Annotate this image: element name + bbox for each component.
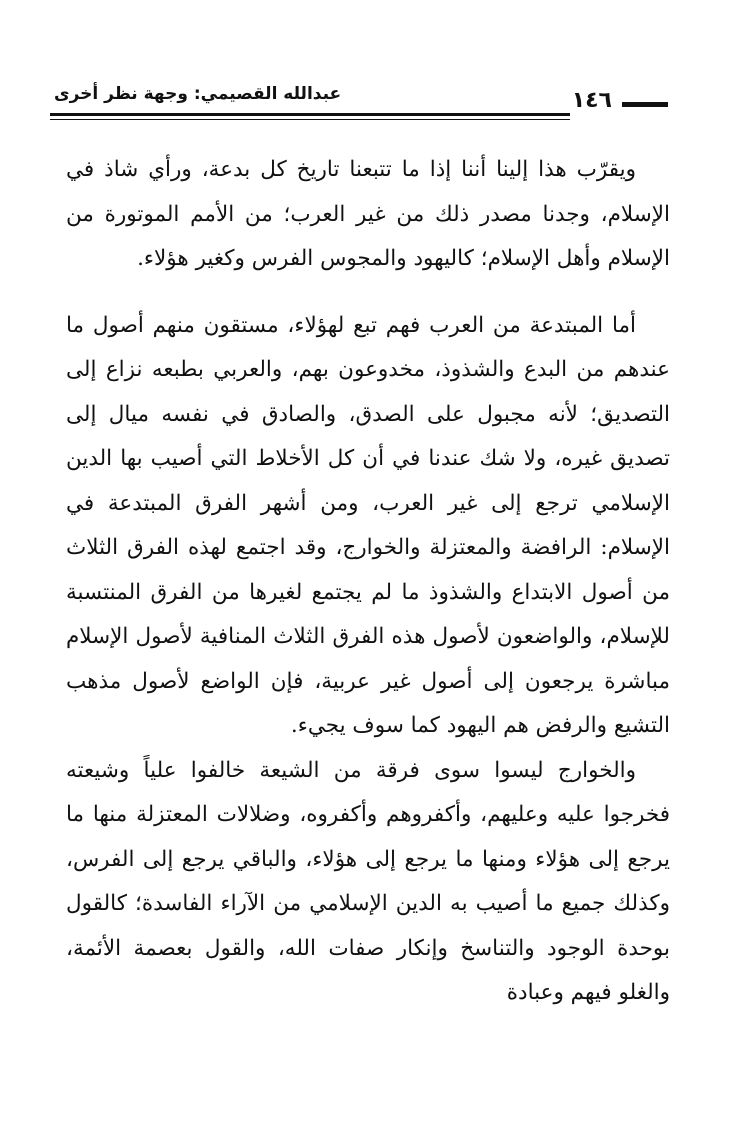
page-number: ١٤٦ <box>571 88 612 113</box>
body-text <box>66 148 670 1016</box>
paragraph: ويقرّب هذا إلينا أننا إذا ما تتبعنا تاريخ كل بدعة، ورأي شاذ في الإسلام، وجدنا مصدر ذلك من غير العرب؛ من الأمم الموتورة من الإسلام وأهل الإسلام؛ كاليهود والمجوس الفرس وكغير هؤلاء. <box>66 157 670 271</box>
header-rule-thin <box>50 119 570 120</box>
page-header <box>50 78 668 128</box>
header-rule-thick <box>50 113 570 116</box>
paragraph: أما المبتدعة من العرب فهم تبع لهؤلاء، مستقون منهم أصول ما عندهم من البدع والشذوذ، مخدوعون بهم، والعربي بطبعه نزاع إلى التصديق؛ لأنه مجبول على الصدق، والصادق في نفسه ميال إلى تصديق غيره، ولا شك عندنا في أن كل الأخلاط التي أصيب بها الدين الإسلامي ترجع إلى غير العرب، ومن أشهر الفرق المبتدعة في الإسلام: الرافضة والمعتزلة والخوارج، وقد اجتمع لهذه الفرق الثلاث من أصول الابتداع والشذوذ ما لم يجتمع لغيرها من الفرق المنتسبة للإسلام، والواضعون لأصول هذه الفرق الثلاث المنافية لأصول الإسلام مباشرة يرجعون إلى أصول غير عربية، فإن الواضع لأصول مذهب التشيع والرفض هم اليهود كما سوف يجيء. <box>66 312 670 738</box>
running-title: عبدالله القصيمي: وجهة نظر أخرى <box>54 84 342 104</box>
page-number-dash <box>622 102 668 107</box>
paragraph: والخوارج ليسوا سوى فرقة من الشيعة خالفوا علياً وشيعته فخرجوا عليه وعليهم، وأكفروهم وأكفروه، وضلالات المعتزلة منها ما يرجع إلى هؤلاء ومنها ما يرجع إلى هؤلاء، والباقي يرجع إلى الفرس، وكذلك جميع ما أصيب به الدين الإسلامي من الآراء الفاسدة؛ كالقول بوحدة الوجود والتناسخ وإنكار صفات الله، والقول بعصمة الأئمة، والغلو فيهم وعبادة <box>66 757 670 1005</box>
